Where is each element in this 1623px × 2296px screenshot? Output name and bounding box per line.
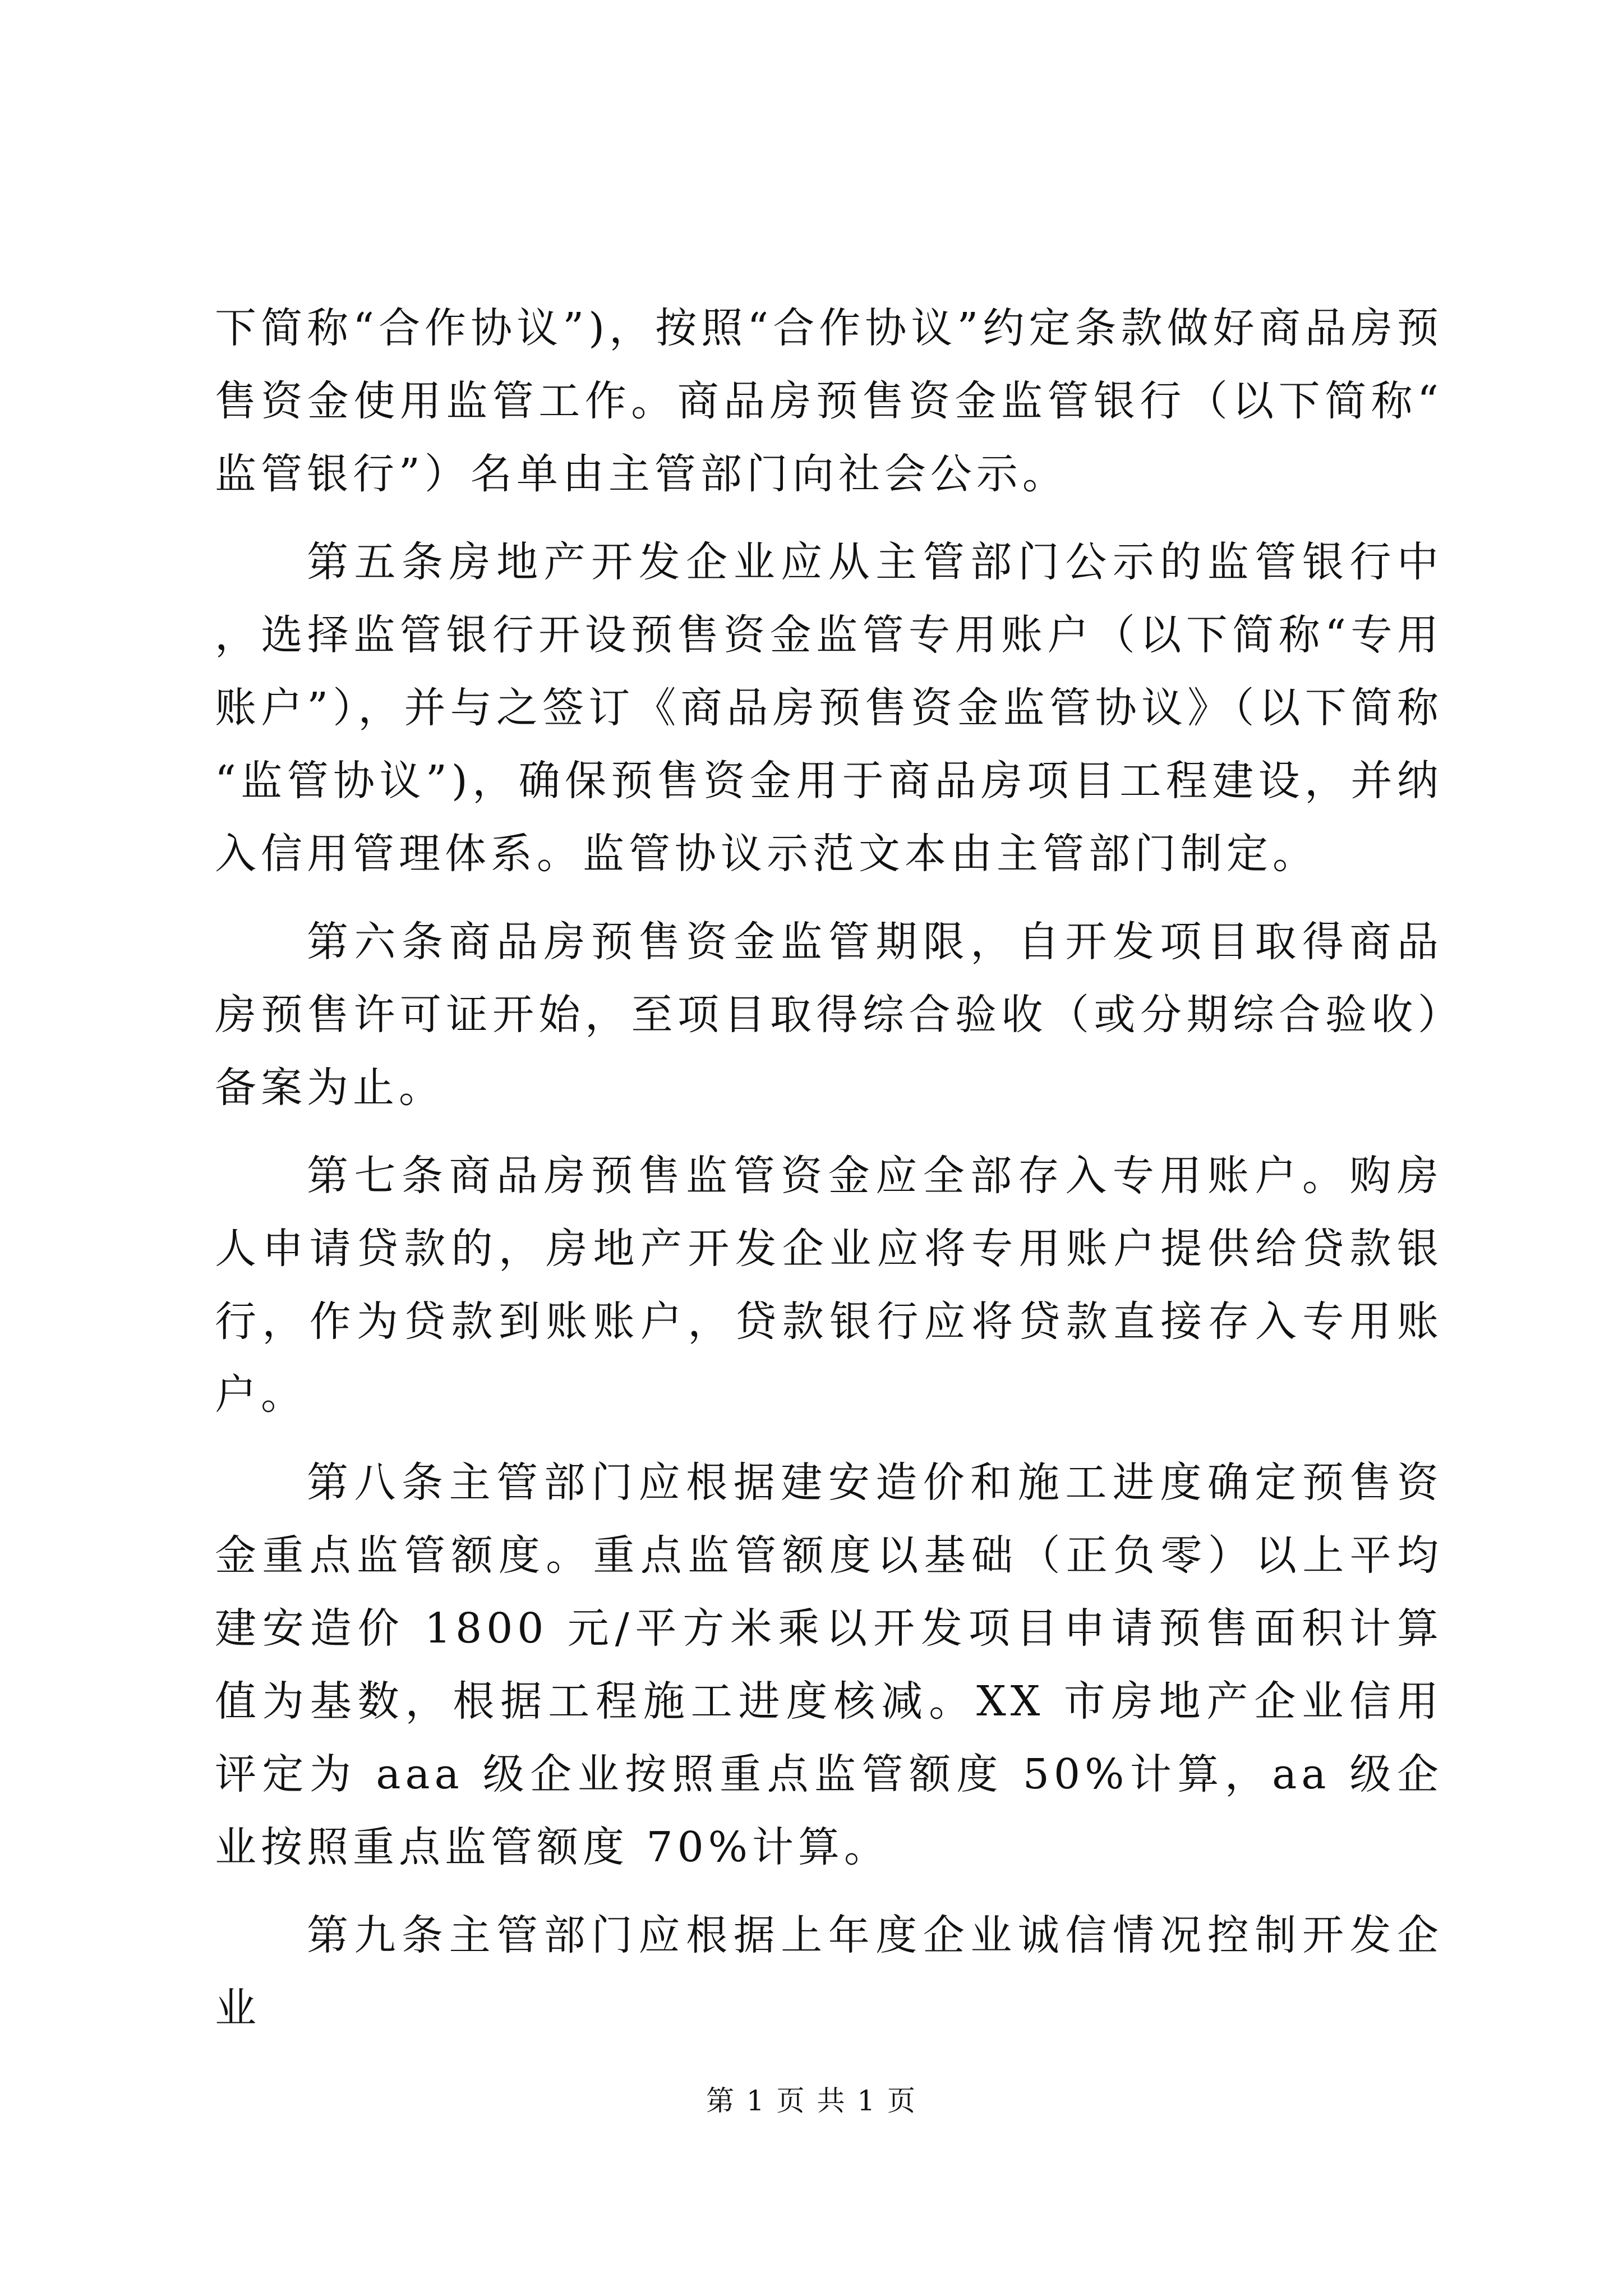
paragraph-article-9: 第九条主管部门应根据上年度企业诚信情况控制开发企业 <box>215 1911 1443 2032</box>
paragraph-article-7: 第七条商品房预售监管资金应全部存入专用账户。购房人申请贷款的，房地产开发企业应将专用账户提供给贷款银行，作为贷款到账账户，贷款银行应将贷款直接存入专用账户。 <box>215 1152 1443 1419</box>
page-number-footer: 第 1 页 共 1 页 <box>706 2085 917 2117</box>
paragraph-continuation: 下简称“合作协议”)，按照“合作协议”约定条款做好商品房预售资金使用监管工作。商品房预售资金监管银行（以下简称“监管银行”）名单由主管部门向社会公示。 <box>215 304 1443 498</box>
paragraph-article-8: 第八条主管部门应根据建安造价和施工进度确定预售资金重点监管额度。重点监管额度以基础（正负零）以上平均建安造价 1800 元/平方米乘以开发项目申请预售面积计算值为基数，根据工程施工进度核减。XX 市房地产企业信用评定为 aaa 级企业按照重点监管额度 50%计算，aa 级企业按照重点监管额度 70%计算。 <box>215 1458 1443 1871</box>
paragraph-article-6: 第六条商品房预售资金监管期限，自开发项目取得商品房预售许可证开始，至项目取得综合验收（或分期综合验收）备案为止。 <box>215 918 1443 1112</box>
document-body <box>215 292 1443 2060</box>
paragraph-article-5: 第五条房地产开发企业应从主管部门公示的监管银行中，选择监管银行开设预售资金监管专用账户（以下简称“专用账户”），并与之签订《商品房预售资金监管协议》（以下简称“监管协议”)，确保预售资金用于商品房项目工程建设，并纳入信用管理体系。监管协议示范文本由主管部门制定。 <box>215 538 1443 878</box>
